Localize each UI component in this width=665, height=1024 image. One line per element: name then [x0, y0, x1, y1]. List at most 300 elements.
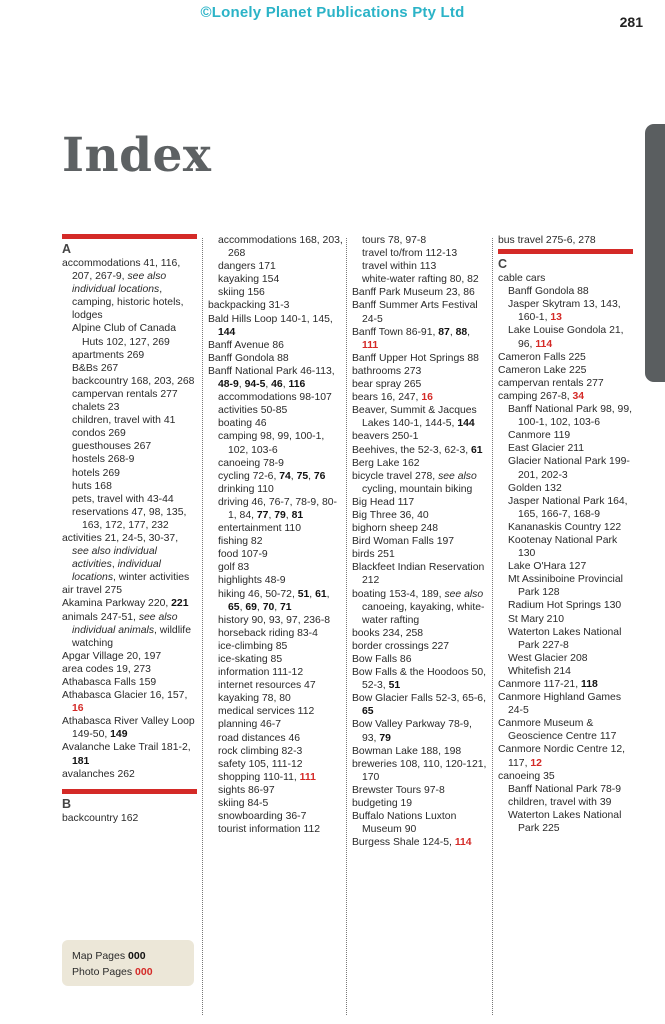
entry-text: information 111-12	[218, 667, 304, 679]
entry-text: reservations 47, 98, 135, 163, 172, 177, 232	[72, 506, 187, 531]
photo-page-ref: 34	[572, 390, 585, 402]
entry-text: hiking 46, 50-72,	[218, 588, 298, 600]
column-divider	[346, 238, 347, 1015]
entry-text: activities 50-85	[218, 405, 288, 417]
index-entry	[352, 718, 487, 744]
index-subentry	[208, 391, 343, 404]
entry-text: Canmore 119	[508, 430, 571, 442]
entry-text: books 234, 258	[352, 627, 424, 639]
index-entry	[352, 404, 487, 430]
map-page-ref: 69	[245, 601, 257, 613]
entry-text: Cameron Lake 225	[498, 364, 587, 376]
index-subentry	[208, 810, 343, 823]
entry-text: ,	[449, 326, 456, 338]
index-entry	[498, 691, 633, 717]
map-page-ref: 94-5	[244, 379, 266, 391]
index-entry	[352, 561, 487, 587]
index-entry	[62, 812, 197, 825]
index-subentry	[498, 298, 633, 324]
legend-map-value: 000	[128, 950, 146, 962]
section-rule	[62, 789, 197, 794]
entry-text: Bird Woman Falls 197	[352, 536, 455, 548]
index-subentry	[208, 627, 343, 640]
index-subentry	[208, 430, 343, 456]
index-entry	[498, 678, 633, 691]
entry-text: canoeing 35	[498, 770, 555, 782]
entry-text: Lake Louise Gondola 21, 96,	[508, 325, 624, 350]
entry-text: Banff National Park 78-9	[508, 783, 622, 795]
index-subentry	[498, 495, 633, 521]
entry-text: apartments 269	[72, 349, 145, 361]
section-rule	[498, 249, 633, 254]
entry-text: Buffalo Nations Luxton Museum 90	[352, 811, 457, 836]
column-divider	[202, 238, 203, 1015]
entry-text: Bow Glacier Falls 52-3, 65-6,	[352, 693, 486, 705]
index-entry	[62, 741, 197, 767]
index-entry	[352, 522, 487, 535]
index-subentry	[208, 758, 343, 771]
entry-text: hotels 269	[72, 467, 120, 479]
entry-text: entertainment 110	[218, 523, 301, 535]
index-subentry	[498, 429, 633, 442]
index-subentry	[208, 273, 343, 286]
entry-text: Avalanche Lake Trail 181-2,	[62, 742, 191, 754]
index-subentry	[498, 599, 633, 612]
copyright-notice: ©Lonely Planet Publications Pty Ltd	[200, 4, 465, 21]
entry-text: Beehives, the 52-3, 62-3,	[352, 444, 471, 456]
entry-text: see also individual animals	[72, 611, 178, 636]
entry-text: ,	[265, 379, 272, 391]
entry-text: bathrooms 273	[352, 365, 422, 377]
index-subentry	[498, 482, 633, 495]
index-entry	[62, 611, 197, 650]
entry-text: Banff National Park 98, 99, 100-1, 102, 103-6	[508, 404, 632, 429]
entry-text: boating 153-4, 189,	[352, 588, 445, 600]
entry-text: avalanches 262	[62, 768, 135, 780]
entry-text: skiing 84-5	[218, 798, 269, 810]
index-subentry	[62, 349, 197, 362]
entry-text: cycling 72-6,	[218, 470, 280, 482]
index-subentry	[352, 273, 487, 286]
index-entry	[498, 364, 633, 377]
index-subentry	[62, 427, 197, 440]
index-column-4	[498, 234, 633, 835]
index-subentry	[208, 640, 343, 653]
entry-text: Bow Falls & the Hoodoos 50, 52-3,	[352, 667, 486, 692]
index-subentry	[208, 797, 343, 810]
entry-text: B&Bs 267	[72, 362, 119, 374]
entry-text: budgeting 19	[352, 798, 413, 810]
index-subentry	[498, 626, 633, 652]
entry-text: Banff Gondola 88	[208, 352, 289, 364]
index-entry	[208, 339, 343, 352]
entry-text: accommodations 41, 116, 207, 267-9,	[62, 258, 181, 283]
entry-text: ,	[467, 326, 471, 338]
photo-page-ref: 16	[421, 392, 433, 404]
index-entry	[352, 548, 487, 561]
index-entry	[352, 640, 487, 653]
map-page-ref: 118	[580, 679, 598, 690]
index-subentry	[498, 560, 633, 573]
entry-text: kayaking 78, 80	[218, 693, 291, 705]
index-entry	[62, 532, 197, 584]
entry-text: Waterton Lakes National Park 227-8	[508, 626, 622, 651]
entry-text: Athabasca Falls 159	[62, 677, 157, 688]
index-subentry	[208, 784, 343, 797]
entry-text: camping 98, 99, 100-1, 102, 103-6	[218, 431, 325, 456]
entry-text: tours 78, 97-8	[362, 235, 427, 246]
index-subentry	[498, 573, 633, 599]
map-page-ref: 65	[362, 706, 374, 718]
map-page-ref: 71	[280, 601, 292, 613]
index-subentry	[498, 324, 633, 350]
index-subentry	[208, 732, 343, 745]
index-entry	[352, 797, 487, 810]
index-entry	[352, 627, 487, 640]
index-entry	[352, 836, 487, 849]
index-entry	[352, 810, 487, 836]
entry-text: see also	[444, 588, 484, 600]
entry-text: canoeing, kayaking, white-water rafting	[362, 601, 485, 626]
section-letter: A	[62, 242, 72, 256]
photo-page-ref: 12	[530, 757, 542, 769]
entry-text: road distances 46	[218, 732, 301, 744]
entry-text: skiing 156	[218, 287, 265, 299]
entry-text: boating 46	[218, 418, 267, 430]
map-page-ref: 70	[262, 601, 275, 613]
index-subentry	[208, 705, 343, 718]
entry-text: bears 16, 247,	[352, 392, 422, 404]
entry-text: Big Three 36, 40	[352, 509, 429, 521]
entry-text: ,	[326, 588, 330, 600]
index-subentry	[208, 771, 343, 784]
index-subentry	[498, 521, 633, 534]
index-entry	[208, 352, 343, 365]
entry-text: dangers 171	[218, 261, 276, 273]
entry-text: Banff Avenue 86	[208, 339, 284, 351]
index-subentry	[62, 322, 197, 348]
map-page-ref: 74	[279, 470, 291, 482]
index-entry	[498, 743, 633, 769]
map-page-ref: 75	[296, 470, 309, 482]
entry-text: chalets 23	[72, 402, 120, 414]
entry-text: Cameron Falls 225	[498, 351, 586, 363]
entry-text: , wildlife watching	[72, 624, 191, 649]
entry-text: Glacier National Park 199-201, 202-3	[508, 456, 630, 481]
entry-text: shopping 110-11,	[218, 771, 300, 783]
index-entry	[352, 666, 487, 692]
entry-text: West Glacier 208	[508, 652, 588, 664]
entry-text: Athabasca River Valley Loop 149-50,	[62, 716, 195, 741]
entry-text: white-water rafting 80, 82	[362, 274, 479, 286]
photo-page-ref: 111	[299, 771, 316, 783]
index-subentry	[208, 496, 343, 522]
spacer	[62, 781, 197, 789]
entry-text: ,	[268, 509, 275, 521]
entry-text: see also individual activities	[72, 546, 157, 571]
entry-text: Banff Park Museum 23, 86	[352, 287, 475, 299]
entry-text: ,	[239, 601, 246, 613]
entry-text: East Glacier 211	[508, 443, 585, 455]
entry-text: Bow Falls 86	[352, 654, 412, 665]
entry-text: pets, travel with 43-44	[72, 493, 174, 505]
entry-text: see also	[438, 470, 477, 482]
entry-text: Bow Valley Parkway 78-9, 93,	[352, 719, 472, 744]
index-subentry	[62, 453, 197, 466]
index-column-1	[62, 234, 197, 825]
page-number: 281	[619, 14, 643, 30]
entry-text: Canmore 117-21,	[498, 679, 581, 690]
index-subentry	[62, 414, 197, 427]
entry-text: Banff Upper Hot Springs 88	[352, 352, 479, 364]
entry-text: Kootenay National Park 130	[508, 534, 618, 560]
index-subentry	[498, 613, 633, 626]
entry-text: , camping, historic hotels, lodges	[72, 284, 184, 322]
index-subentry	[62, 401, 197, 414]
index-subentry	[498, 403, 633, 429]
entry-text: golf 83	[218, 562, 250, 574]
map-page-ref: 77	[256, 509, 269, 521]
entry-text: highlights 48-9	[218, 575, 286, 587]
index-entry	[62, 597, 197, 610]
index-entry	[62, 768, 197, 781]
index-subentry	[208, 653, 343, 666]
index-entry	[352, 509, 487, 522]
entry-text: guesthouses 267	[72, 441, 152, 453]
legend-photo-pages	[72, 964, 184, 980]
entry-text: cycling, mountain biking	[362, 483, 473, 495]
index-subentry	[62, 440, 197, 453]
entry-text: activities 21, 24-5, 30-37,	[62, 532, 179, 544]
entry-text: Canmore Nordic Centre 12, 117,	[498, 744, 626, 769]
entry-text: travel within 113	[362, 261, 437, 273]
index-entry	[62, 689, 197, 715]
index-entry	[62, 650, 197, 663]
index-subentry	[208, 692, 343, 705]
index-entry	[352, 391, 487, 404]
index-entry	[62, 257, 197, 322]
index-subentry	[208, 417, 343, 430]
index-subentry	[498, 809, 633, 835]
index-subentry	[208, 561, 343, 574]
entry-text: Banff National Park 46-113,	[208, 365, 335, 377]
entry-text: Waterton Lakes National Park 225	[508, 809, 622, 835]
index-subentry	[62, 375, 197, 388]
index-entry	[498, 717, 633, 743]
entry-text: huts 168	[72, 480, 112, 492]
map-page-ref: 221	[171, 598, 189, 610]
entry-text: Jasper Skytram 13, 143, 160-1,	[508, 299, 621, 324]
entry-text: backpacking 31-3	[208, 300, 290, 312]
index-entry	[498, 377, 633, 390]
entry-text: tourist information 112	[218, 824, 321, 836]
entry-text: children, travel with 39	[508, 796, 612, 808]
entry-text: ,	[282, 379, 289, 391]
index-subentry	[208, 404, 343, 417]
entry-text: canoeing 78-9	[218, 457, 284, 469]
photo-page-ref: 114	[454, 837, 472, 849]
entry-text: backcountry 162	[62, 812, 139, 824]
map-page-ref: 61	[471, 444, 483, 456]
entry-text: accommodations 168, 203, 268	[218, 235, 343, 260]
index-subentry	[208, 574, 343, 587]
entry-text: snowboarding 36-7	[218, 811, 307, 823]
entry-text: rock climbing 82-3	[218, 745, 303, 757]
entry-text: air travel 275	[62, 585, 123, 597]
entry-text: ,	[238, 379, 245, 391]
entry-text: children, travel with 41	[72, 415, 176, 427]
entry-text: area codes 19, 273	[62, 663, 151, 675]
index-subentry	[208, 260, 343, 273]
index-entry	[352, 588, 487, 627]
entry-text: Athabasca Glacier 16, 157,	[62, 690, 188, 702]
entry-text: St Mary 210	[508, 613, 565, 625]
index-subentry	[62, 480, 197, 493]
index-subentry	[498, 285, 633, 298]
entry-text: campervan rentals 277	[72, 388, 178, 400]
index-entry	[352, 653, 487, 666]
entry-text: history 90, 93, 97, 236-8	[218, 614, 331, 626]
map-page-ref: 149	[110, 729, 128, 741]
index-entry	[498, 770, 633, 783]
index-entry	[498, 234, 633, 247]
map-page-ref: 51	[388, 680, 401, 692]
entry-text: Canmore Museum & Geoscience Centre 117	[498, 718, 617, 743]
index-subentry	[208, 234, 343, 260]
entry-text: Golden 132	[508, 482, 562, 494]
index-subentry	[208, 470, 343, 483]
entry-text: birds 251	[352, 549, 395, 561]
entry-text: beavers 250-1	[352, 431, 419, 443]
index-subentry	[208, 614, 343, 627]
page-legend	[62, 940, 194, 986]
entry-text: Big Head 117	[352, 496, 415, 508]
index-entry	[352, 470, 487, 496]
entry-text: Jasper National Park 164, 165, 166-7, 168-9	[508, 495, 628, 520]
entry-text: Whitefish 214	[508, 665, 571, 677]
map-page-ref: 65	[228, 601, 240, 613]
index-column-3	[352, 234, 487, 849]
entry-text: driving 46, 76-7, 78-9, 80-1, 84,	[218, 496, 337, 521]
entry-text: Bald Hills Loop 140-1, 145,	[208, 313, 333, 325]
index-subentry	[208, 745, 343, 758]
entry-text: individual locations	[72, 559, 161, 584]
map-page-ref: 46	[271, 379, 283, 391]
index-subentry	[208, 483, 343, 496]
entry-text: Banff Gondola 88	[508, 286, 589, 298]
page-title: Index	[62, 128, 212, 183]
index-entry	[62, 584, 197, 597]
entry-text: ,	[308, 470, 314, 482]
map-page-ref: 51	[297, 588, 310, 600]
entry-text: ice-climbing 85	[218, 640, 288, 652]
index-subentry	[208, 286, 343, 299]
entry-text: border crossings 227	[352, 640, 450, 652]
map-page-ref: 61	[315, 588, 327, 600]
index-entry	[352, 457, 487, 470]
entry-text: see also individual locations	[72, 271, 167, 296]
entry-text: Banff Summer Arts Festival 24-5	[352, 300, 478, 325]
index-subentry	[498, 442, 633, 455]
index-subentry	[208, 679, 343, 692]
index-subentry	[62, 493, 197, 506]
entry-text: ,	[309, 588, 316, 600]
entry-text: accommodations 98-107	[218, 392, 332, 404]
entry-text: bighorn sheep 248	[352, 523, 439, 535]
entry-text: Banff Town 86-91,	[352, 326, 439, 338]
index-subentry	[62, 506, 197, 532]
index-column-2	[208, 234, 343, 836]
legend-map-pages	[72, 948, 184, 964]
index-subentry	[208, 823, 343, 836]
index-entry	[208, 299, 343, 312]
index-subentry	[498, 665, 633, 678]
map-page-ref: 79	[379, 732, 391, 744]
entry-text: Apgar Village 20, 197	[62, 650, 162, 662]
index-entry	[498, 390, 633, 403]
index-subentry	[62, 362, 197, 375]
index-entry	[62, 663, 197, 676]
entry-text: cable cars	[498, 273, 546, 285]
entry-text: ice-skating 85	[218, 654, 283, 665]
photo-page-ref: 111	[362, 339, 379, 351]
column-divider	[492, 238, 493, 1015]
entry-text: Burgess Shale 124-5,	[352, 837, 455, 849]
entry-text: planning 46-7	[218, 719, 281, 731]
entry-text: ,	[274, 601, 281, 613]
entry-text: campervan rentals 277	[498, 377, 604, 389]
index-subentry	[62, 467, 197, 480]
entry-text: camping 267-8,	[498, 390, 573, 402]
entry-text: ,	[111, 559, 118, 571]
map-page-ref: 144	[218, 326, 236, 338]
entry-text: drinking 110	[218, 483, 274, 495]
index-subentry	[208, 522, 343, 535]
legend-map-label: Map Pages	[72, 950, 129, 962]
map-page-ref: 116	[288, 379, 306, 391]
entry-text: sights 86-97	[218, 784, 275, 796]
index-entry	[62, 715, 197, 741]
index-subentry	[208, 457, 343, 470]
entry-text: condos 269	[72, 428, 126, 440]
map-page-ref: 87	[438, 326, 450, 338]
entry-text: Lake O'Hara 127	[508, 561, 587, 573]
entry-text: Canmore Highland Games 24-5	[498, 692, 622, 717]
index-entry	[352, 299, 487, 325]
index-subentry	[352, 260, 487, 273]
entry-text: bus travel 275-6, 278	[498, 235, 596, 246]
photo-page-ref: 114	[535, 338, 553, 350]
entry-text: kayaking 154	[218, 274, 280, 286]
map-page-ref: 79	[274, 509, 286, 521]
section-letter: C	[498, 257, 508, 272]
index-subentry	[498, 652, 633, 665]
index-entry	[352, 745, 487, 758]
index-subentry	[208, 535, 343, 548]
index-entry	[352, 378, 487, 391]
index-subentry	[208, 718, 343, 731]
index-entry	[352, 430, 487, 443]
photo-page-ref: 13	[550, 312, 562, 324]
entry-text: ,	[285, 509, 292, 521]
entry-text: Berg Lake 162	[352, 457, 420, 469]
index-entry	[352, 496, 487, 509]
index-subentry	[498, 534, 633, 560]
photo-page-ref: 16	[72, 703, 84, 715]
index-entry	[352, 352, 487, 365]
index-entry	[352, 535, 487, 548]
entry-text: breweries 108, 110, 120-121, 170	[352, 758, 487, 783]
